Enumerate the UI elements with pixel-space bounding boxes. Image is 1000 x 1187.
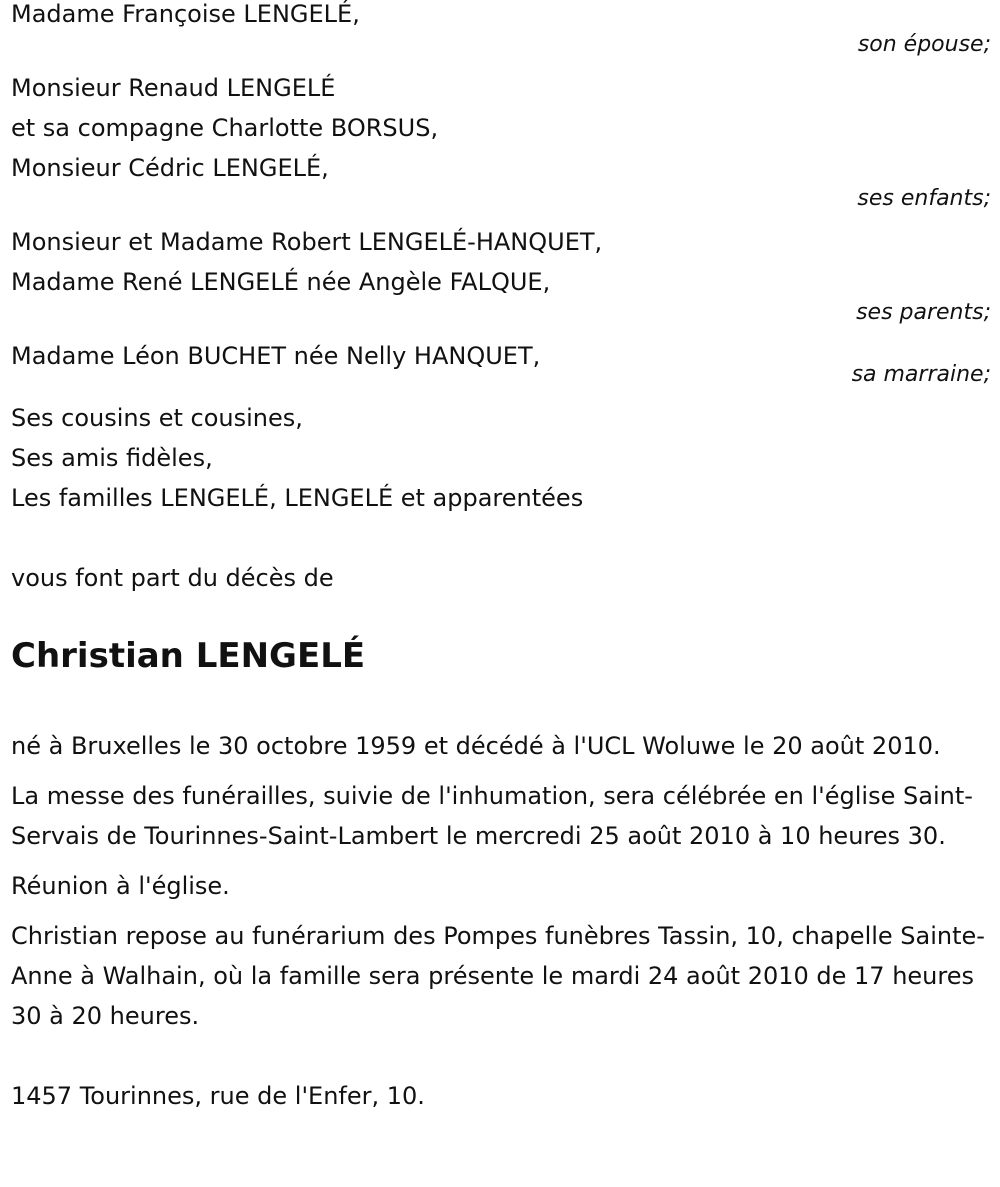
family-line: et sa compagne Charlotte BORSUS, [11, 114, 439, 142]
relation-label: sa marraine; [851, 362, 991, 387]
family-line: Les familles LENGELÉ, LENGELÉ et apparentées [11, 484, 584, 512]
deceased-name: Christian LENGELÉ [11, 636, 366, 676]
family-group-children [11, 68, 991, 214]
relation-label: ses parents; [856, 300, 991, 325]
family-group-others [11, 398, 991, 518]
family-group-spouse [11, 0, 991, 60]
family-line: Monsieur Renaud LENGELÉ [11, 74, 336, 102]
relation-label: son épouse; [857, 32, 991, 57]
address-text: 1457 Tourinnes, rue de l'Enfer, 10. [11, 1082, 425, 1110]
family-line: Ses cousins et cousines, [11, 404, 303, 432]
obituary-notice [11, 0, 991, 1116]
family-group-parents [11, 222, 991, 328]
paragraph-funerarium: Christian repose au funérarium des Pompes funèbres Tassin, 10, chapelle Sainte-Anne à Walhain, où la famille sera présente le mardi 24 août 2010 de 17 heures 30 à 20 heures. [11, 922, 985, 1030]
family-line: Monsieur et Madame Robert LENGELÉ-HANQUET, [11, 228, 603, 256]
family-line: Madame René LENGELÉ née Angèle FALQUE, [11, 268, 551, 296]
paragraph-meeting: Réunion à l'église. [11, 872, 230, 900]
announcement-text: vous font part du décès de [11, 564, 334, 592]
family-line: Madame Françoise LENGELÉ, [11, 0, 360, 28]
family-line: Madame Léon BUCHET née Nelly HANQUET, [11, 342, 541, 370]
family-line: Ses amis fidèles, [11, 444, 213, 472]
family-group-godmother [11, 336, 991, 390]
relation-label: ses enfants; [857, 186, 991, 211]
family-line: Monsieur Cédric LENGELÉ, [11, 154, 329, 182]
paragraph-birth-death: né à Bruxelles le 30 octobre 1959 et décédé à l'UCL Woluwe le 20 août 2010. [11, 732, 941, 760]
paragraph-funeral-mass: La messe des funérailles, suivie de l'inhumation, sera célébrée en l'église Saint-Servais de Tourinnes-Saint-Lambert le mercredi 25 août 2010 à 10 heures 30. [11, 782, 973, 850]
